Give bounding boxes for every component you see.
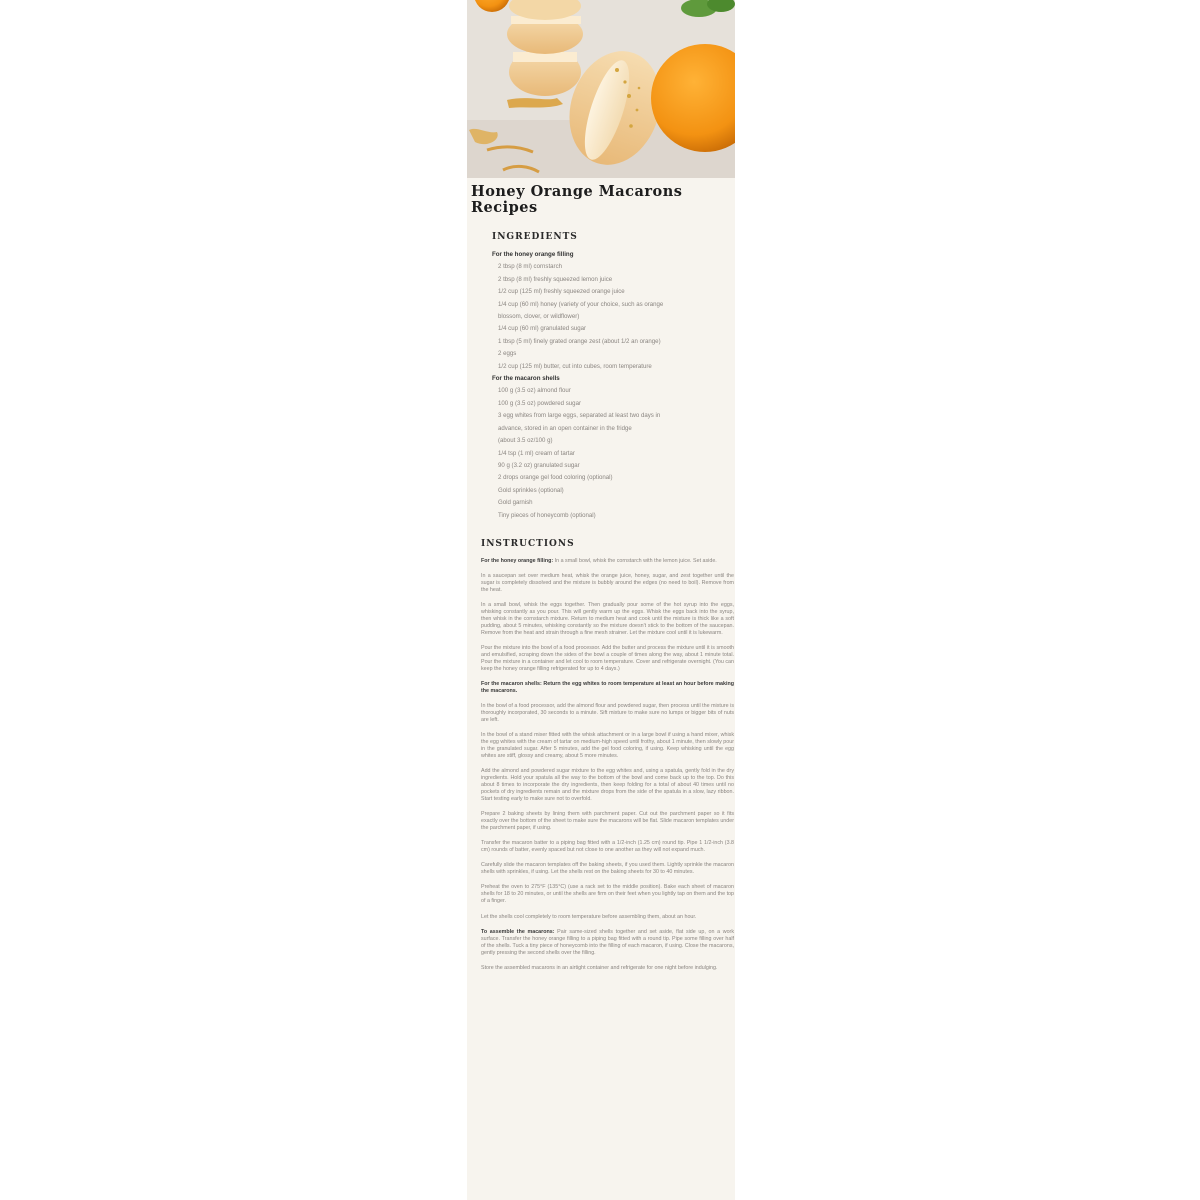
instruction-step xyxy=(481,703,734,724)
instructions-heading: INSTRUCTIONS xyxy=(481,539,575,549)
ingredients-heading: INGREDIENTS xyxy=(492,232,578,242)
ingredient-item: 2 tbsp (8 ml) cornstarch xyxy=(498,263,563,271)
recipe-card xyxy=(467,0,735,1200)
ingredient-item: 1/2 cup (125 ml) butter, cut into cubes, room temperature xyxy=(498,362,652,370)
instruction-step-text: Let the shells cool completely to room temperature before assembling them, about an hour. xyxy=(481,913,697,920)
ingredient-item: 2 drops orange gel food coloring (optional) xyxy=(498,474,613,482)
instruction-step-text: Prepare 2 baking sheets by lining them with parchment paper. Cut out the parchment paper so it fits exactly over the bottom of the sheet to make sure the macarons will be flat. Slide macaron templates under the parchment paper, if using. xyxy=(481,811,734,832)
instruction-step-text: Carefully slide the macaron templates off the baking sheets, if you used them. Lightly sprinkle the macaron shells with sprinkles, if using. Let the shells rest on the baking sheets for 30 to 40 minutes. xyxy=(481,862,734,876)
ingredient-group-label: For the macaron shells xyxy=(492,375,560,383)
ingredient-item: Gold sprinkles (optional) xyxy=(498,486,564,494)
instruction-step xyxy=(481,811,734,832)
instruction-step xyxy=(481,573,734,594)
instruction-step xyxy=(481,732,734,760)
ingredient-item: 2 tbsp (8 ml) freshly squeezed lemon juice xyxy=(498,275,613,283)
instruction-step-text: In a small bowl, whisk the eggs together. Then gradually pour some of the hot syrup into the eggs, whisking constantly as you pour. This will gently warm up the eggs. Whisk the eggs back into the syrup, then whisk in the cornstarch mixture. Return to medium heat and cook until the mixture is thick like a soft pudding, about 5 minutes, whisking constantly so the mixture doesn't stick to the bottom of the saucepan. Remove from the heat and strain through a fine mesh strainer. Let the mixture cool until it is lukewarm. xyxy=(481,602,734,636)
ingredient-item: 90 g (3.2 oz) granulated sugar xyxy=(498,461,580,469)
instruction-step xyxy=(481,768,734,803)
ingredient-item: 3 egg whites from large eggs, separated at least two days in xyxy=(498,412,661,420)
ingredient-item: 1 tbsp (5 ml) finely grated orange zest (about 1/2 an orange) xyxy=(498,337,661,345)
instruction-step xyxy=(481,681,734,695)
instructions-list xyxy=(481,558,734,980)
ingredient-item: blossom, clover, or wildflower) xyxy=(498,313,580,321)
instruction-step-text: In a small bowl, whisk the cornstarch with the lemon juice. Set aside. xyxy=(553,558,717,564)
instruction-step xyxy=(481,929,734,957)
instruction-step xyxy=(481,840,734,854)
instruction-step-text: Pour the mixture into the bowl of a food processor. Add the butter and process the mixture until it is smooth and emulsified, scraping down the sides of the bowl a couple of times along the way, about 1 minute total. Pour the mixture in a container and let cool to room temperature. Cover and refrigerate overnight. (You can keep the honey orange filling refrigerated for up to 4 days.) xyxy=(481,645,734,672)
instruction-step-text: Transfer the macaron batter to a piping bag fitted with a 1/2-inch (1.25 cm) round tip. Pipe 1 1/2-inch (3.8 cm) rounds of batter, evenly spaced but not close to one another as they will not expand much. xyxy=(481,840,734,854)
ingredient-item: 100 g (3.5 oz) powdered sugar xyxy=(498,399,581,407)
instruction-step xyxy=(481,602,734,637)
ingredient-item: 1/4 tsp (1 ml) cream of tartar xyxy=(498,449,575,457)
recipe-title: Honey Orange Macarons Recipes xyxy=(471,183,683,216)
instruction-step-lead: For the honey orange filling: xyxy=(481,558,554,564)
ingredient-item: Gold garnish xyxy=(498,499,533,507)
instruction-step-text: Preheat the oven to 275°F (135°C) (use a rack set to the middle position). Bake each sheet of macaron shells for 18 to 20 minutes, or until the shells are firm on their feet when you lightly tap on them and the top of a finger. xyxy=(481,884,734,905)
ingredient-item: 1/4 cup (60 ml) honey (variety of your choice, such as orange xyxy=(498,300,664,308)
ingredient-item: advance, stored in an open container in the fridge xyxy=(498,424,632,432)
ingredient-item: 2 eggs xyxy=(498,350,517,358)
instruction-step xyxy=(481,914,734,921)
ingredient-item: (about 3.5 oz/100 g) xyxy=(498,437,553,445)
ingredients-list xyxy=(492,249,728,522)
recipe-photo xyxy=(467,0,735,178)
instruction-step xyxy=(481,645,734,673)
instruction-step-text: Add the almond and powdered sugar mixture to the egg whites and, using a spatula, gently fold in the dry ingredients. Hold your spatula all the way to the bottom of the bowl and come back up to the top. Do this about 8 times to incorporate the dry ingredients, then keep folding for a total of about 40 times until no pockets of dry ingredients remain and the mixture drops from the side of the spatula in a slow, lazy ribbon. Start testing early to make sure not to overfold. xyxy=(481,768,734,803)
ingredient-item: Tiny pieces of honeycomb (optional) xyxy=(498,511,596,519)
ingredient-item: 1/4 cup (60 ml) granulated sugar xyxy=(498,325,587,333)
ingredient-item: 1/2 cup (125 ml) freshly squeezed orange juice xyxy=(498,288,625,296)
instruction-step xyxy=(481,965,734,972)
instruction-step-text: In the bowl of a food processor, add the almond flour and powdered sugar, then process until the mixture is thoroughly incorporated, 30 seconds to a minute. Sift mixture to make sure no lumps or bigger bits of nuts are left. xyxy=(481,703,734,724)
instruction-step xyxy=(481,862,734,876)
ingredient-item: 100 g (3.5 oz) almond flour xyxy=(498,387,571,395)
instruction-step-text: In the bowl of a stand mixer fitted with the whisk attachment or in a large bowl if using a hand mixer, whisk the egg whites with the cream of tartar on medium-high speed until frothy, about 1 minute, then slowly pour in the granulated sugar. After 5 minutes, add the gel food coloring, if using. Keep whisking until the egg whites are stiff, glossy and creamy, about 5 more minutes. xyxy=(481,732,734,760)
ingredient-group-label: For the honey orange filling xyxy=(492,251,574,258)
instruction-step-text: In a saucepan set over medium heat, whisk the orange juice, honey, sugar, and zest together until the sugar is completely dissolved and the mixture is bubbly around the edges (no need to boil). Remove from the heat. xyxy=(481,573,734,594)
instruction-step-lead: To assemble the macarons: xyxy=(481,928,555,935)
instruction-step xyxy=(481,884,734,905)
instruction-step-lead: For the macaron shells: Return the egg whites to room temperature at least an hour before making the macarons. xyxy=(481,681,734,695)
instruction-step-text: Pair same-sized shells together and set aside, flat side up, on a work surface. Transfer the honey orange filling to a piping bag fitted with a round tip. Pipe some filling over half of the shells. Tuck a tiny piece of honeycomb into the filling of each macaron, if using. Close the macarons, gently pressing the second shells over the filling. xyxy=(481,928,734,956)
instruction-step-text: Store the assembled macarons in an airtight container and refrigerate for one night before indulging. xyxy=(481,964,718,971)
instruction-step xyxy=(481,558,734,565)
